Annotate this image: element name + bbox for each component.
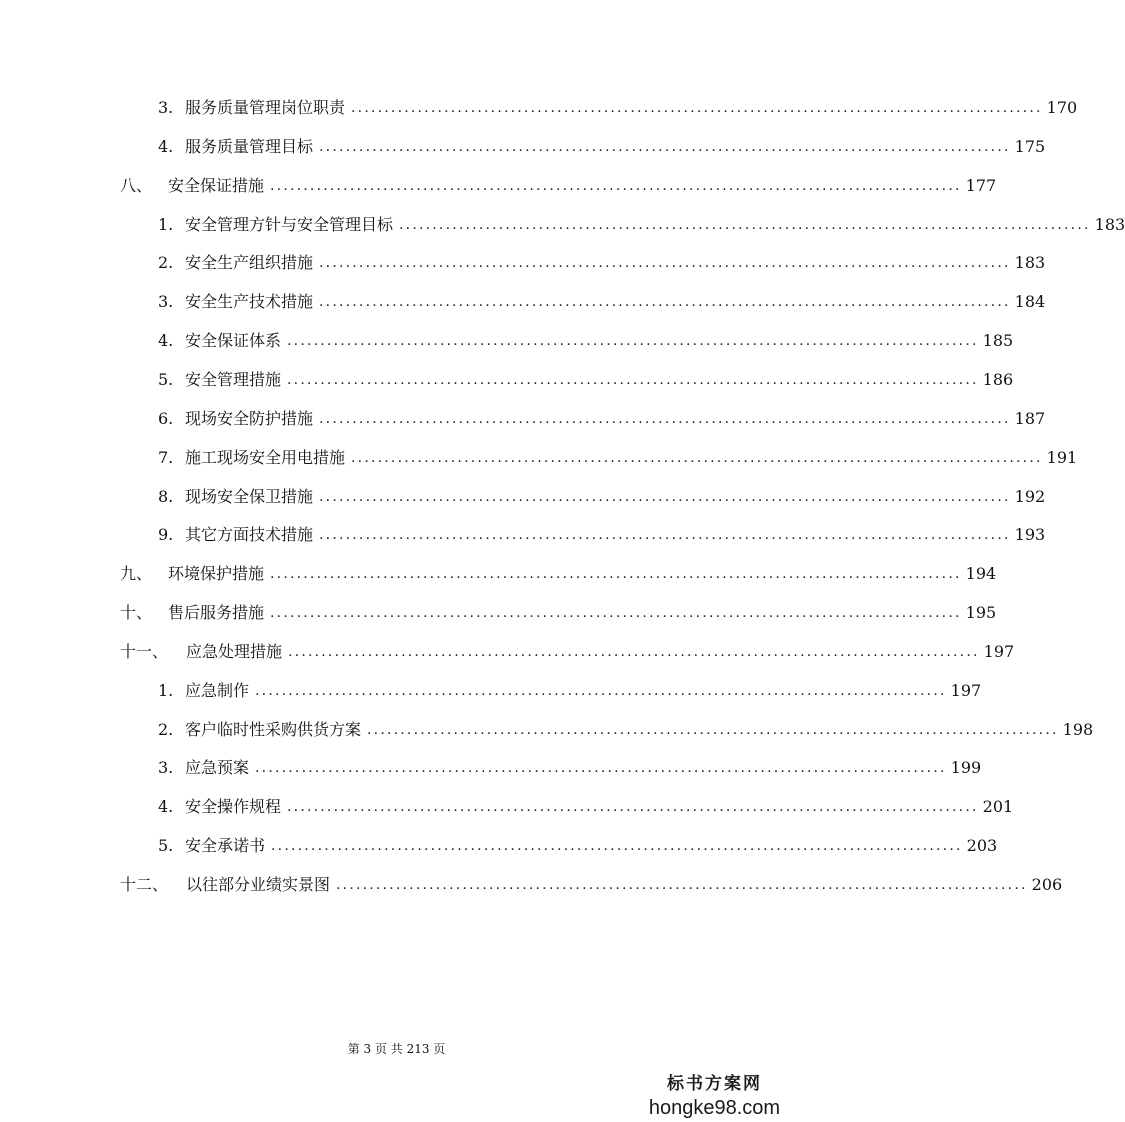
toc-entry[interactable] [158,446,1078,470]
toc-leader-dots: ........................................................................................................ [351,449,1043,466]
toc-entry-page: 183 [1014,253,1046,273]
toc-entry-title: 应急制作 [185,680,250,700]
toc-entry-page: 201 [982,797,1014,817]
toc-entry-page: 192 [1014,486,1046,506]
watermark-url: hongke98.com [648,1097,781,1119]
toc-entry-number: 4. [158,136,174,156]
toc-entry-title: 服务质量管理岗位职责 [185,98,346,117]
toc-leader-dots: ........................................................................................................ [319,255,1011,272]
toc-entry-page: 175 [1014,136,1046,156]
toc-entry-title: 其它方面技术措施 [185,525,314,545]
toc-entry-number: 3. [158,292,174,312]
toc-leader-dots: ........................................................................................................ [270,566,962,583]
toc-leader-dots: ........................................................................................................ [319,488,1011,505]
toc-entry-number: 十二、 [120,875,169,894]
toc-entry[interactable] [158,135,1046,159]
toc-entry-number: 2. [158,253,174,273]
toc-entry-title: 安全生产组织措施 [185,253,314,273]
toc-entry-title: 服务质量管理目标 [185,136,314,156]
toc-leader-dots: ........................................................................................................ [336,877,1028,893]
toc-entry[interactable] [158,679,982,703]
toc-leader-dots: ........................................................................................................ [319,410,1011,427]
toc-entry[interactable] [158,407,1046,431]
toc-entry[interactable] [158,368,1014,392]
toc-entry-title: 施工现场安全用电措施 [185,447,346,467]
page-footer [0,1040,793,1057]
toc-entry-page: 183 [1094,214,1125,234]
toc-entry[interactable] [120,562,997,586]
toc-leader-dots: ........................................................................................................ [270,177,962,194]
toc-leader-dots: ........................................................................................................ [399,216,1091,233]
toc-entry-page: 194 [965,564,997,584]
toc-entry[interactable] [158,290,1046,314]
toc-entry-title: 以往部分业绩实景图 [186,875,331,894]
toc-leader-dots: ........................................................................................................ [287,799,979,816]
watermark-title: 标书方案网 [667,1074,762,1094]
toc-entry[interactable] [158,485,1046,509]
toc-entry-number: 5. [158,369,174,389]
toc-entry-title: 现场安全防护措施 [185,408,314,428]
toc-entry-number: 3. [158,98,174,117]
toc-entry-number: 3. [158,758,174,778]
toc-entry-page: 186 [982,369,1014,389]
toc-entry-page: 184 [1014,292,1046,312]
toc-entry[interactable] [158,329,1014,353]
toc-entry-title: 环境保护措施 [168,564,265,584]
toc-leader-dots: ........................................................................................................ [271,838,963,855]
toc-entry-title: 售后服务措施 [168,603,265,623]
toc-entry-page: 203 [966,836,998,856]
toc-leader-dots: ........................................................................................................ [287,371,979,388]
toc-entry-title: 安全保证措施 [168,175,265,195]
toc-entry[interactable] [158,795,1014,819]
toc-leader-dots: ........................................................................................................ [351,100,1043,116]
toc-entry-number: 2. [158,719,174,739]
toc-entry-title: 应急处理措施 [186,641,283,661]
page-number-text: 第 3 页 共 213 页 [347,1042,446,1056]
toc-entry-number: 八、 [120,175,153,195]
toc-entry-page: 199 [950,758,982,778]
toc-entry[interactable] [120,174,997,198]
toc-entry-page: 197 [950,680,982,700]
toc-leader-dots: ........................................................................................................ [319,294,1011,311]
toc-entry-page: 197 [983,641,1015,661]
toc-entry-number: 十、 [120,603,153,623]
toc-entry[interactable] [158,834,998,858]
watermark [636,1072,793,1120]
toc-entry[interactable] [158,96,1078,120]
toc-entry-number: 5. [158,836,174,856]
toc-entry-title: 安全操作规程 [185,797,282,817]
toc-entry-page: 191 [1046,447,1078,467]
toc-entry[interactable] [158,756,982,780]
toc-entry-number: 九、 [120,564,153,584]
toc-entry-page: 195 [965,603,997,623]
toc-entry-page: 177 [965,175,997,195]
toc-entry[interactable] [158,251,1046,275]
toc-entry-page: 198 [1062,719,1094,739]
toc-entry[interactable] [120,601,997,625]
toc-entry-page: 193 [1014,525,1046,545]
toc-leader-dots: ........................................................................................................ [319,527,1011,544]
toc-entry-title: 现场安全保卫措施 [185,486,314,506]
toc-entry-page: 187 [1014,408,1046,428]
toc-leader-dots: ........................................................................................................ [255,760,947,777]
toc-entry-title: 安全管理方针与安全管理目标 [185,214,394,234]
toc-entry[interactable] [158,718,1094,742]
toc-entry[interactable] [158,213,1125,237]
toc-entry-number: 8. [158,486,174,506]
toc-entry-number: 7. [158,447,174,467]
toc-entry-page: 206 [1031,875,1063,894]
toc-entry-number: 1. [158,214,174,234]
toc-leader-dots: ........................................................................................................ [288,643,980,660]
toc-entry-page: 185 [982,331,1014,351]
toc-entry-title: 安全生产技术措施 [185,292,314,312]
toc-entry-number: 4. [158,797,174,817]
toc-leader-dots: ........................................................................................................ [287,333,979,350]
toc-entry-number: 十一、 [120,641,169,661]
toc-entry[interactable] [158,523,1046,547]
toc-entry-page: 170 [1046,98,1078,117]
toc-entry-title: 应急预案 [185,758,250,778]
toc-entry[interactable] [120,640,1015,664]
toc-entry-title: 安全管理措施 [185,369,282,389]
toc-entry[interactable] [120,873,1063,897]
toc-entry-number: 9. [158,525,174,545]
toc-entry-number: 6. [158,408,174,428]
toc-entry-title: 安全承诺书 [185,836,266,856]
toc-leader-dots: ........................................................................................................ [367,721,1059,738]
toc-leader-dots: ........................................................................................................ [270,605,962,622]
toc-entry-title: 客户临时性采购供货方案 [185,719,362,739]
toc-entry-number: 4. [158,331,174,351]
toc-entry-number: 1. [158,680,174,700]
toc-leader-dots: ........................................................................................................ [319,138,1011,155]
toc-leader-dots: ........................................................................................................ [255,682,947,699]
toc-entry-title: 安全保证体系 [185,331,282,351]
